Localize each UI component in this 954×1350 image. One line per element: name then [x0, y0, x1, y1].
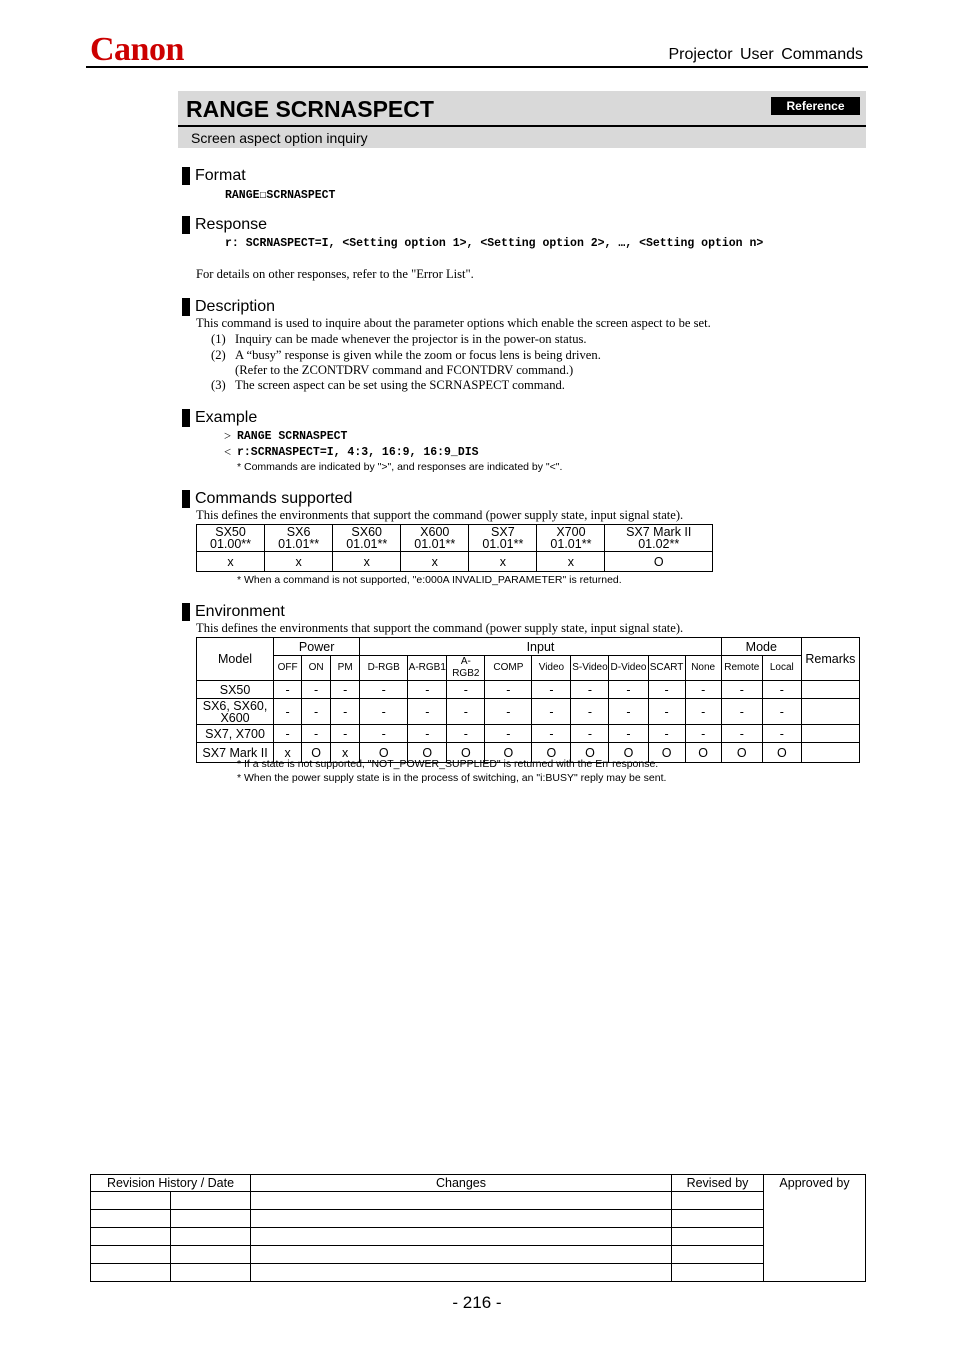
- table-row: [91, 1210, 866, 1228]
- table-cell: -: [302, 725, 331, 743]
- remarks-header: Remarks: [801, 638, 859, 681]
- table-cell: -: [447, 699, 485, 725]
- table-cell: -: [331, 681, 360, 699]
- table-cell: -: [274, 725, 302, 743]
- table-cell: O: [408, 743, 447, 763]
- table-cell: -: [648, 699, 685, 725]
- page-subtitle: Screen aspect option inquiry: [191, 130, 368, 146]
- environment-note: * When the power supply state is in the process of switching, an "i:BUSY" reply may be sent.: [237, 772, 667, 784]
- table-row: [91, 1192, 866, 1210]
- table-cell: [91, 1228, 171, 1246]
- table-cell: -: [360, 725, 408, 743]
- table-cell: O: [302, 743, 331, 763]
- table-cell: -: [447, 725, 485, 743]
- model-header-cell: SX60 01.01**: [333, 525, 401, 552]
- table-row: [91, 1175, 866, 1192]
- table-cell: -: [485, 681, 532, 699]
- table-cell: x: [197, 552, 265, 572]
- page-number: - 216 -: [452, 1293, 502, 1312]
- section-marker: [182, 409, 190, 427]
- model-header-cell: SX6 01.01**: [265, 525, 333, 552]
- table-cell: x: [469, 552, 537, 572]
- column-header: Remote: [721, 656, 762, 681]
- table-cell: -: [331, 725, 360, 743]
- column-header: COMP: [485, 656, 532, 681]
- table-cell: x: [265, 552, 333, 572]
- model-header: Model: [197, 638, 274, 681]
- section-marker: [182, 603, 190, 621]
- table-cell: O: [485, 743, 532, 763]
- table-cell: x: [331, 743, 360, 763]
- format-syntax: RANGE☐SCRNASPECT: [225, 189, 336, 202]
- table-row: [197, 681, 860, 699]
- list-item: A “busy” response is given while the zoom or focus lens is being driven.: [235, 348, 601, 362]
- table-cell: x: [401, 552, 469, 572]
- table-cell: -: [532, 681, 571, 699]
- table-cell: [672, 1192, 764, 1210]
- column-header: Video: [532, 656, 571, 681]
- table-cell: -: [571, 725, 609, 743]
- table-cell: O: [721, 743, 762, 763]
- table-cell: [251, 1192, 672, 1210]
- table-cell: [171, 1228, 251, 1246]
- revised-by-header: Revised by: [672, 1175, 764, 1192]
- table-cell: O: [648, 743, 685, 763]
- table-cell: -: [609, 681, 648, 699]
- table-row: [91, 1264, 866, 1282]
- table-cell: -: [360, 699, 408, 725]
- table-cell: O: [360, 743, 408, 763]
- section-marker: [182, 167, 190, 185]
- description-intro: This command is used to inquire about the parameter options which enable the screen aspect to be set.: [196, 316, 711, 330]
- table-cell: -: [447, 681, 485, 699]
- command-prefix: >: [224, 429, 232, 443]
- table-cell: [171, 1264, 251, 1282]
- model-header-cell: SX7 01.01**: [469, 525, 537, 552]
- response-prefix: <: [224, 445, 232, 459]
- table-cell: -: [532, 725, 571, 743]
- table-row: [197, 725, 860, 743]
- remarks-cell: [801, 725, 859, 743]
- table-cell: -: [685, 725, 721, 743]
- column-header: None: [685, 656, 721, 681]
- commands-supported-note: * When a command is not supported, "e:000A INVALID_PARAMETER" is returned.: [237, 574, 622, 586]
- table-row: [197, 525, 713, 552]
- table-cell: -: [274, 681, 302, 699]
- example-response: r:SCRNASPECT=I, 4:3, 16:9, 16:9_DIS: [237, 446, 479, 459]
- power-header: Power: [274, 638, 360, 656]
- list-item: Inquiry can be made whenever the projector is in the power-on status.: [235, 332, 587, 346]
- table-cell: -: [721, 681, 762, 699]
- environment-note: * If a state is not supported, "NOT_POWER_SUPPLIED" is returned with the Err response.: [237, 758, 659, 770]
- revision-table: [90, 1174, 866, 1282]
- table-row: [91, 1228, 866, 1246]
- model-header-cell: SX50 01.00**: [197, 525, 265, 552]
- table-cell: -: [302, 681, 331, 699]
- remarks-cell: [801, 699, 859, 725]
- format-heading: Format: [195, 167, 246, 184]
- section-marker: [182, 490, 190, 508]
- column-header: OFF: [274, 656, 302, 681]
- table-cell: O: [685, 743, 721, 763]
- model-cell: SX7, X700: [197, 725, 274, 743]
- environment-intro: This defines the environments that support the command (power supply state, input signal state).: [196, 621, 684, 635]
- table-cell: -: [302, 699, 331, 725]
- table-cell: -: [648, 725, 685, 743]
- table-cell: O: [609, 743, 648, 763]
- model-header-cell: X700 01.01**: [537, 525, 605, 552]
- table-cell: [91, 1246, 171, 1264]
- column-header: S-Video: [571, 656, 609, 681]
- table-row: [197, 638, 860, 656]
- table-cell: -: [485, 725, 532, 743]
- description-heading: Description: [195, 298, 276, 315]
- section-marker: [182, 298, 190, 316]
- table-cell: -: [762, 699, 801, 725]
- table-cell: -: [721, 725, 762, 743]
- approved-by-header: Approved by: [764, 1175, 866, 1282]
- column-header: SCART: [648, 656, 685, 681]
- table-cell: -: [648, 681, 685, 699]
- table-cell: [91, 1264, 171, 1282]
- remarks-cell: [801, 743, 859, 763]
- table-cell: [91, 1210, 171, 1228]
- list-item: (Refer to the ZCONTDRV command and FCONTDRV command.): [235, 363, 574, 377]
- response-note: For details on other responses, refer to the "Error List".: [196, 267, 474, 281]
- column-header: D-Video: [609, 656, 648, 681]
- table-cell: [171, 1210, 251, 1228]
- table-cell: -: [485, 699, 532, 725]
- table-cell: [672, 1246, 764, 1264]
- column-header: A-RGB2: [447, 656, 485, 681]
- example-note: * Commands are indicated by ">", and responses are indicated by "<".: [237, 461, 563, 473]
- example-heading: Example: [195, 409, 258, 426]
- table-row: [197, 656, 860, 681]
- header-divider: [86, 66, 868, 68]
- model-cell: SX6, SX60, X600: [197, 699, 274, 725]
- reference-badge: Reference: [771, 97, 860, 115]
- table-cell: [251, 1246, 672, 1264]
- column-header: D-RGB: [360, 656, 408, 681]
- input-header: Input: [360, 638, 722, 656]
- model-cell: SX50: [197, 681, 274, 699]
- response-syntax: r: SCRNASPECT=I, <Setting option 1>, <Setting option 2>, …, <Setting option n>: [225, 237, 764, 250]
- table-cell: [672, 1228, 764, 1246]
- column-header: A-RGB1: [408, 656, 447, 681]
- table-cell: [171, 1192, 251, 1210]
- environment-table: [196, 637, 860, 763]
- list-number: (1): [211, 332, 226, 346]
- table-cell: -: [762, 681, 801, 699]
- table-cell: -: [609, 699, 648, 725]
- table-cell: -: [408, 699, 447, 725]
- table-row: [91, 1246, 866, 1264]
- table-cell: O: [447, 743, 485, 763]
- table-cell: -: [408, 681, 447, 699]
- mode-header: Mode: [721, 638, 801, 656]
- table-cell: -: [360, 681, 408, 699]
- table-cell: O: [762, 743, 801, 763]
- table-cell: -: [609, 725, 648, 743]
- table-cell: -: [685, 681, 721, 699]
- table-cell: x: [274, 743, 302, 763]
- list-item: The screen aspect can be set using the SCRNASPECT command.: [235, 378, 565, 392]
- table-cell: O: [605, 552, 713, 572]
- document-title: Projector User Commands: [668, 46, 863, 63]
- table-cell: -: [762, 725, 801, 743]
- response-heading: Response: [195, 216, 268, 233]
- table-cell: x: [333, 552, 401, 572]
- revision-history-header: Revision History / Date: [91, 1175, 251, 1192]
- column-header: Local: [762, 656, 801, 681]
- environment-heading: Environment: [195, 603, 285, 620]
- table-cell: x: [537, 552, 605, 572]
- list-number: (2): [211, 348, 226, 362]
- table-cell: [672, 1210, 764, 1228]
- table-cell: -: [721, 699, 762, 725]
- table-cell: [672, 1264, 764, 1282]
- table-cell: -: [408, 725, 447, 743]
- table-cell: -: [331, 699, 360, 725]
- table-cell: [251, 1210, 672, 1228]
- table-cell: -: [571, 699, 609, 725]
- table-cell: [251, 1264, 672, 1282]
- commands-supported-table: [196, 524, 713, 572]
- example-command: RANGE SCRNASPECT: [237, 430, 348, 443]
- column-header: ON: [302, 656, 331, 681]
- table-cell: [251, 1228, 672, 1246]
- model-header-cell: X600 01.01**: [401, 525, 469, 552]
- remarks-cell: [801, 681, 859, 699]
- table-cell: -: [532, 699, 571, 725]
- model-header-cell: SX7 Mark II 01.02**: [605, 525, 713, 552]
- table-row: [197, 552, 713, 572]
- list-number: (3): [211, 378, 226, 392]
- section-marker: [182, 216, 190, 234]
- table-cell: O: [532, 743, 571, 763]
- table-cell: -: [571, 681, 609, 699]
- model-cell: SX7 Mark II: [197, 743, 274, 763]
- changes-header: Changes: [251, 1175, 672, 1192]
- table-cell: -: [685, 699, 721, 725]
- canon-logo: Canon: [90, 31, 184, 68]
- table-cell: [171, 1246, 251, 1264]
- table-row: [197, 699, 860, 725]
- commands-supported-intro: This defines the environments that support the command (power supply state, input signal state).: [196, 508, 684, 522]
- page-title: RANGE SCRNASPECT: [186, 96, 434, 122]
- table-cell: [91, 1192, 171, 1210]
- table-cell: O: [571, 743, 609, 763]
- table-cell: -: [274, 699, 302, 725]
- commands-supported-heading: Commands supported: [195, 490, 353, 507]
- column-header: PM: [331, 656, 360, 681]
